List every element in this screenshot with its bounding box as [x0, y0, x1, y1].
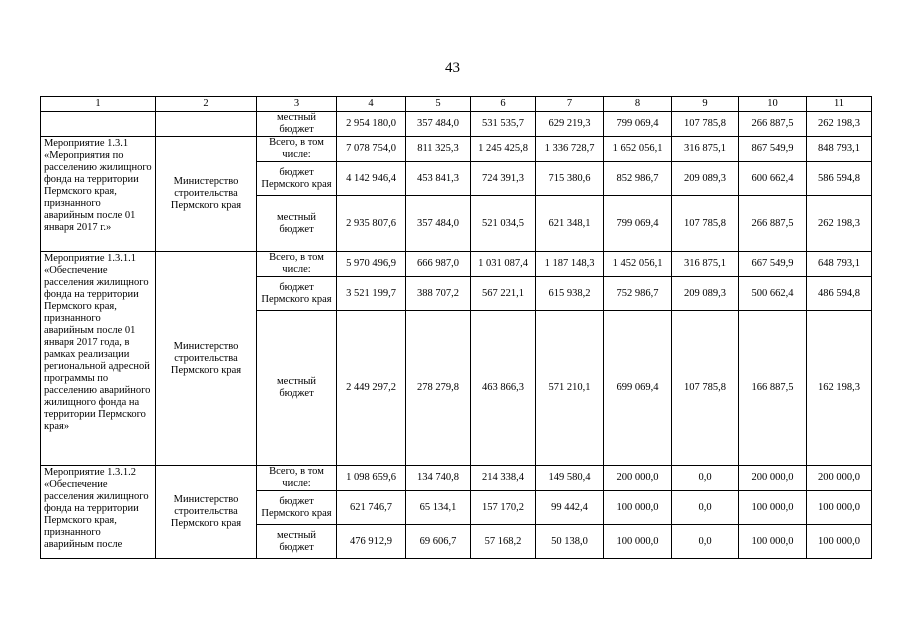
amount-cell: 388 707,2	[406, 277, 471, 311]
funding-source: местный бюджет	[257, 311, 337, 466]
column-number: 3	[257, 97, 337, 112]
column-number: 6	[471, 97, 536, 112]
amount-cell: 100 000,0	[604, 491, 672, 525]
amount-cell: 3 521 199,7	[337, 277, 406, 311]
amount-cell: 100 000,0	[739, 491, 807, 525]
amount-cell: 69 606,7	[406, 525, 471, 559]
budget-table	[40, 96, 872, 559]
amount-cell: 799 069,4	[604, 112, 672, 137]
column-number: 9	[672, 97, 739, 112]
amount-cell: 715 380,6	[536, 162, 604, 196]
amount-cell: 262 198,3	[807, 112, 872, 137]
column-number: 8	[604, 97, 672, 112]
amount-cell: 107 785,8	[672, 311, 739, 466]
amount-cell: 266 887,5	[739, 196, 807, 252]
column-number: 2	[156, 97, 257, 112]
amount-cell: 667 549,9	[739, 252, 807, 277]
table-row	[41, 137, 872, 162]
amount-cell: 600 662,4	[739, 162, 807, 196]
responsible-organization: Министерство строительства Пермского края	[156, 137, 257, 252]
amount-cell: 5 970 496,9	[337, 252, 406, 277]
amount-cell: 648 793,1	[807, 252, 872, 277]
amount-cell: 621 348,1	[536, 196, 604, 252]
amount-cell: 852 986,7	[604, 162, 672, 196]
amount-cell: 134 740,8	[406, 466, 471, 491]
amount-cell: 1 245 425,8	[471, 137, 536, 162]
column-number: 5	[406, 97, 471, 112]
amount-cell: 811 325,3	[406, 137, 471, 162]
amount-cell: 0,0	[672, 466, 739, 491]
responsible-organization: Министерство строительства Пермского края	[156, 466, 257, 559]
column-number: 11	[807, 97, 872, 112]
table-row	[41, 466, 872, 491]
amount-cell: 162 198,3	[807, 311, 872, 466]
amount-cell: 200 000,0	[739, 466, 807, 491]
amount-cell: 2 935 807,6	[337, 196, 406, 252]
amount-cell: 724 391,3	[471, 162, 536, 196]
amount-cell: 2 449 297,2	[337, 311, 406, 466]
amount-cell: 586 594,8	[807, 162, 872, 196]
amount-cell: 50 138,0	[536, 525, 604, 559]
amount-cell: 1 336 728,7	[536, 137, 604, 162]
amount-cell: 99 442,4	[536, 491, 604, 525]
amount-cell: 107 785,8	[672, 196, 739, 252]
funding-source: Всего, в том числе:	[257, 252, 337, 277]
amount-cell: 209 089,3	[672, 277, 739, 311]
amount-cell: 1 031 087,4	[471, 252, 536, 277]
amount-cell: 571 210,1	[536, 311, 604, 466]
amount-cell: 57 168,2	[471, 525, 536, 559]
amount-cell: 699 069,4	[604, 311, 672, 466]
amount-cell: 200 000,0	[807, 466, 872, 491]
column-number: 1	[41, 97, 156, 112]
amount-cell: 157 170,2	[471, 491, 536, 525]
amount-cell: 500 662,4	[739, 277, 807, 311]
amount-cell: 0,0	[672, 525, 739, 559]
amount-cell: 848 793,1	[807, 137, 872, 162]
amount-cell: 2 954 180,0	[337, 112, 406, 137]
amount-cell: 453 841,3	[406, 162, 471, 196]
amount-cell: 262 198,3	[807, 196, 872, 252]
amount-cell: 463 866,3	[471, 311, 536, 466]
amount-cell: 100 000,0	[807, 491, 872, 525]
amount-cell: 486 594,8	[807, 277, 872, 311]
amount-cell: 867 549,9	[739, 137, 807, 162]
amount-cell: 1 187 148,3	[536, 252, 604, 277]
amount-cell: 107 785,8	[672, 112, 739, 137]
amount-cell: 316 875,1	[672, 252, 739, 277]
amount-cell: 521 034,5	[471, 196, 536, 252]
amount-cell: 615 938,2	[536, 277, 604, 311]
amount-cell: 752 986,7	[604, 277, 672, 311]
amount-cell: 7 078 754,0	[337, 137, 406, 162]
activity-description: Мероприятие 1.3.1.1 «Обеспечение расселения жилищного фонда на территории Пермского края, признанного аварийным после 01 января 2017 года, в рамках реализации региональной адресной программы по расселению аварийного жилищного фонда на территории Пермского края»	[41, 252, 156, 466]
column-number: 10	[739, 97, 807, 112]
amount-cell: 149 580,4	[536, 466, 604, 491]
amount-cell: 214 338,4	[471, 466, 536, 491]
amount-cell: 1 652 056,1	[604, 137, 672, 162]
funding-source: местный бюджет	[257, 196, 337, 252]
activity-description: Мероприятие 1.3.1.2 «Обеспечение расселения жилищного фонда на территории Пермского края, признанного аварийным после	[41, 466, 156, 559]
amount-cell: 357 484,0	[406, 196, 471, 252]
responsible-organization: Министерство строительства Пермского края	[156, 252, 257, 466]
table-row	[41, 112, 872, 137]
funding-source: местный бюджет	[257, 525, 337, 559]
amount-cell: 799 069,4	[604, 196, 672, 252]
amount-cell: 266 887,5	[739, 112, 807, 137]
amount-cell: 200 000,0	[604, 466, 672, 491]
amount-cell: 65 134,1	[406, 491, 471, 525]
amount-cell: 531 535,7	[471, 112, 536, 137]
amount-cell: 100 000,0	[807, 525, 872, 559]
page-number: 43	[445, 60, 460, 76]
amount-cell: 629 219,3	[536, 112, 604, 137]
column-number: 7	[536, 97, 604, 112]
amount-cell: 476 912,9	[337, 525, 406, 559]
amount-cell: 278 279,8	[406, 311, 471, 466]
amount-cell: 357 484,0	[406, 112, 471, 137]
amount-cell: 621 746,7	[337, 491, 406, 525]
table-row	[41, 252, 872, 277]
amount-cell: 567 221,1	[471, 277, 536, 311]
funding-source: бюджет Пермского края	[257, 491, 337, 525]
amount-cell: 100 000,0	[739, 525, 807, 559]
funding-source: Всего, в том числе:	[257, 466, 337, 491]
amount-cell: 1 452 056,1	[604, 252, 672, 277]
funding-source: Всего, в том числе:	[257, 137, 337, 162]
amount-cell: 0,0	[672, 491, 739, 525]
activity-description: Мероприятие 1.3.1 «Мероприятия по расселению жилищного фонда на территории Пермского края, признанного аварийным после 01 января 2017 г.»	[41, 137, 156, 252]
amount-cell: 1 098 659,6	[337, 466, 406, 491]
funding-source: местный бюджет	[257, 112, 337, 137]
column-number: 4	[337, 97, 406, 112]
amount-cell: 4 142 946,4	[337, 162, 406, 196]
amount-cell: 100 000,0	[604, 525, 672, 559]
funding-source: бюджет Пермского края	[257, 162, 337, 196]
amount-cell: 166 887,5	[739, 311, 807, 466]
amount-cell: 666 987,0	[406, 252, 471, 277]
amount-cell: 209 089,3	[672, 162, 739, 196]
funding-source: бюджет Пермского края	[257, 277, 337, 311]
amount-cell: 316 875,1	[672, 137, 739, 162]
header-row	[41, 97, 872, 112]
